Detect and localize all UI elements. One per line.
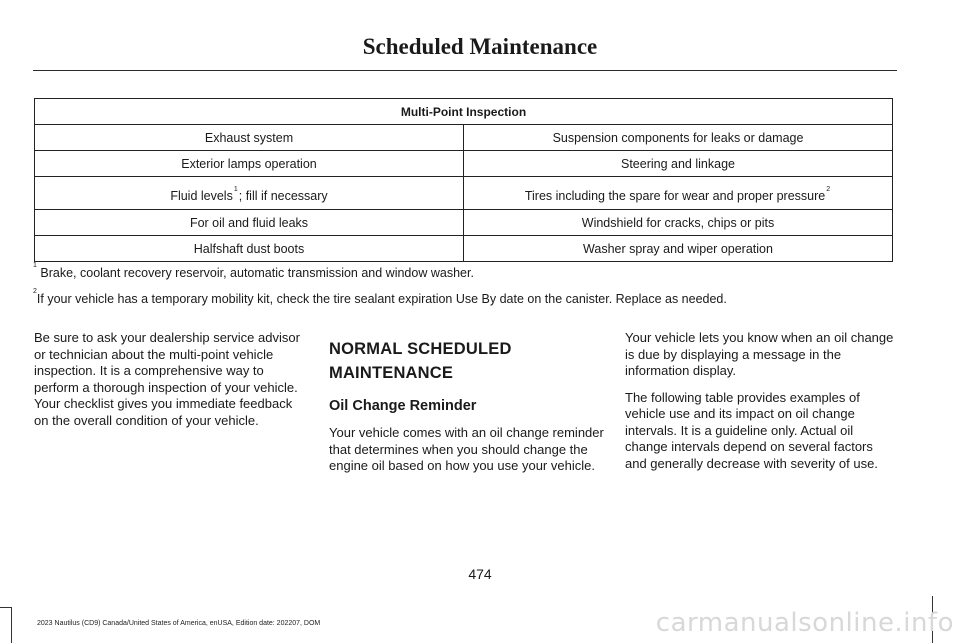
- table-header-row: [35, 99, 893, 125]
- body-paragraph: Your vehicle comes with an oil change reminder that determines when you should change the engine oil based on how you use your vehicle.: [329, 425, 604, 473]
- table-heading: Multi-Point Inspection: [35, 99, 893, 125]
- footnote-text: Brake, coolant recovery reservoir, automatic transmission and window washer.: [40, 266, 474, 280]
- section-heading-line: NORMAL SCHEDULED: [329, 340, 512, 358]
- footnote-mark: 2: [33, 288, 37, 295]
- page-title: Scheduled Maintenance: [362, 34, 598, 59]
- footnote-mark: 1: [33, 262, 37, 269]
- cell-text: Fluid levels: [170, 189, 233, 203]
- footnote-text: If your vehicle has a temporary mobility kit, check the tire sealant expiration Use By date on the canister. Replace as needed.: [36, 292, 727, 306]
- crop-mark: [11, 608, 12, 643]
- footnote-ref: 1: [233, 186, 238, 193]
- page-number: 474: [468, 566, 492, 582]
- table-row: [35, 210, 893, 236]
- table-cell: Windshield for cracks, chips or pits: [464, 210, 893, 236]
- column-left: [34, 330, 306, 439]
- cell-text: ; fill if necessary: [238, 189, 328, 203]
- body-paragraph: Your vehicle lets you know when an oil change is due by displaying a message in the information display.: [625, 330, 894, 378]
- crop-mark: [0, 607, 12, 608]
- footnote-ref: 2: [826, 186, 831, 193]
- cell-text: Tires including the spare for wear and proper pressure: [524, 189, 826, 203]
- footnote-2: [33, 288, 727, 306]
- column-right: [625, 330, 897, 482]
- section-heading-line: MAINTENANCE: [329, 364, 454, 382]
- table-cell: Exterior lamps operation: [35, 151, 464, 177]
- table-cell: Suspension components for leaks or damage: [464, 125, 893, 151]
- table-cell: Steering and linkage: [464, 151, 893, 177]
- table-row: [35, 236, 893, 262]
- subsection-heading: Oil Change Reminder: [329, 398, 477, 414]
- table-row: [35, 151, 893, 177]
- column-middle: [329, 337, 604, 485]
- table-row: [35, 177, 893, 210]
- section-heading: [329, 337, 604, 385]
- table-cell: [464, 177, 893, 210]
- table-row: [35, 125, 893, 151]
- table-cell: For oil and fluid leaks: [35, 210, 464, 236]
- body-paragraph: The following table provides examples of vehicle use and its impact on oil change intervals. It is a guideline only. Actual oil change intervals depend on several factors and generally decrease with severity of use.: [625, 389, 878, 471]
- table-cell: Washer spray and wiper operation: [464, 236, 893, 262]
- footnote-1: [33, 262, 474, 280]
- table-cell: [35, 177, 464, 210]
- title-divider: [33, 70, 897, 71]
- watermark: carmanualsonline.info: [655, 608, 954, 638]
- multi-point-inspection-table: [34, 98, 893, 262]
- body-paragraph: Be sure to ask your dealership service advisor or technician about the multi-point vehicle inspection. It is a comprehensive way to perform a thorough inspection of your vehicle. Your checklist gives you immediate feedback on the overall condition of your vehicle.: [34, 330, 300, 428]
- edition-footer: 2023 Nautilus (CD9) Canada/United States of America, enUSA, Edition date: 202207, DOM: [37, 620, 321, 627]
- table-cell: Halfshaft dust boots: [35, 236, 464, 262]
- table-cell: Exhaust system: [35, 125, 464, 151]
